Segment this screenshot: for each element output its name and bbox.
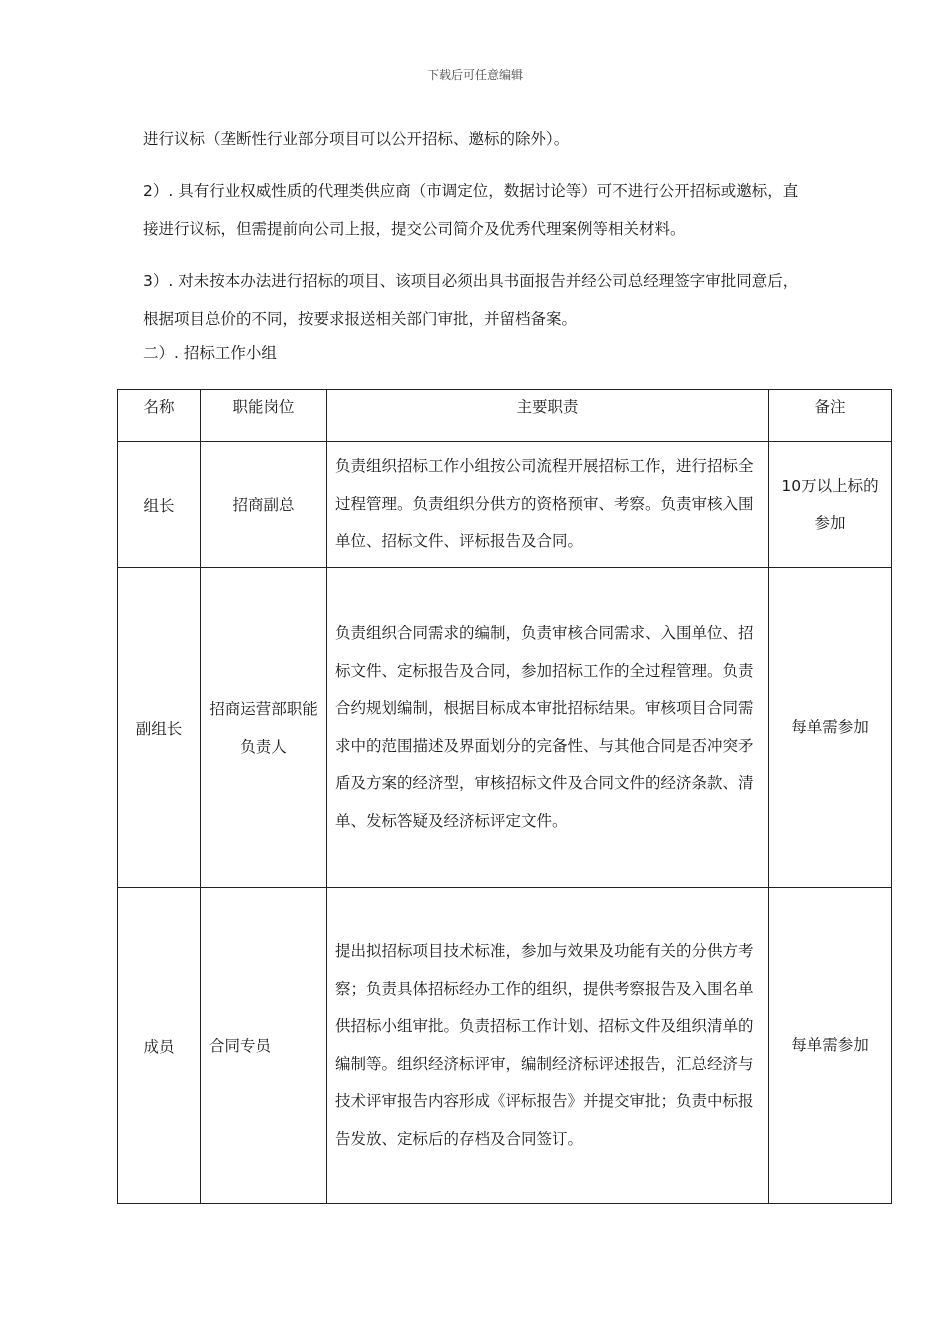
bidding-team-table bbox=[117, 389, 892, 1204]
cell-note: 10万以上标的参加 bbox=[769, 442, 892, 568]
table-row bbox=[118, 568, 892, 888]
cell-note: 每单需参加 bbox=[769, 888, 892, 1204]
table-header-row bbox=[118, 390, 892, 442]
header-note: 备注 bbox=[769, 390, 892, 442]
page-header: 下载后可任意编辑 bbox=[426, 68, 523, 82]
paragraph-1: 进行议标（垄断性行业部分项目可以公开招标、邀标的除外）。 bbox=[143, 130, 570, 148]
section-heading: 二）. 招标工作小组 bbox=[143, 344, 277, 362]
table-row bbox=[118, 888, 892, 1204]
header-name: 名称 bbox=[118, 390, 201, 442]
cell-duty: 负责组织合同需求的编制，负责审核合同需求、入围单位、招标文件、定标报告及合同，参加招标工作的全过程管理。负责合约规划编制，根据目标成本审批招标结果。审核项目合同需求中的范围描述及界面划分的完备性、与其他合同是否冲突矛盾及方案的经济型，审核招标文件及合同文件的经济条款、清单、发标答疑及经济标评定文件。 bbox=[327, 568, 769, 888]
header-position: 职能岗位 bbox=[201, 390, 327, 442]
table-row bbox=[118, 442, 892, 568]
cell-position: 招商副总 bbox=[201, 442, 327, 568]
cell-name: 副组长 bbox=[118, 568, 201, 888]
cell-position: 招商运营部职能负责人 bbox=[201, 568, 327, 888]
cell-name: 组长 bbox=[118, 442, 201, 568]
paragraph-2: 2）. 具有行业权威性质的代理类供应商（市调定位，数据讨论等）可不进行公开招标或邀标，直接进行议标，但需提前向公司上报，提交公司简介及优秀代理案例等相关材料。 bbox=[143, 182, 799, 238]
cell-duty: 提出拟招标项目技术标准，参加与效果及功能有关的分供方考察；负责具体招标经办工作的组织，提供考察报告及入围名单供招标小组审批。负责招标工作计划、招标文件及组织清单的编制等。组织经济标评审，编制经济标评述报告，汇总经济与技术评审报告内容形成《评标报告》并提交审批；负责中标报告发放、定标后的存档及合同签订。 bbox=[327, 888, 769, 1204]
cell-position: 合同专员 bbox=[201, 888, 327, 1204]
cell-note: 每单需参加 bbox=[769, 568, 892, 888]
header-duty: 主要职责 bbox=[327, 390, 769, 442]
cell-name: 成员 bbox=[118, 888, 201, 1204]
cell-duty: 负责组织招标工作小组按公司流程开展招标工作，进行招标全过程管理。负责组织分供方的资格预审、考察。负责审核入围单位、招标文件、评标报告及合同。 bbox=[327, 442, 769, 568]
paragraph-3: 3）. 对未按本办法进行招标的项目、该项目必须出具书面报告并经公司总经理签字审批同意后，根据项目总价的不同，按要求报送相关部门审批，并留档备案。 bbox=[143, 272, 799, 328]
